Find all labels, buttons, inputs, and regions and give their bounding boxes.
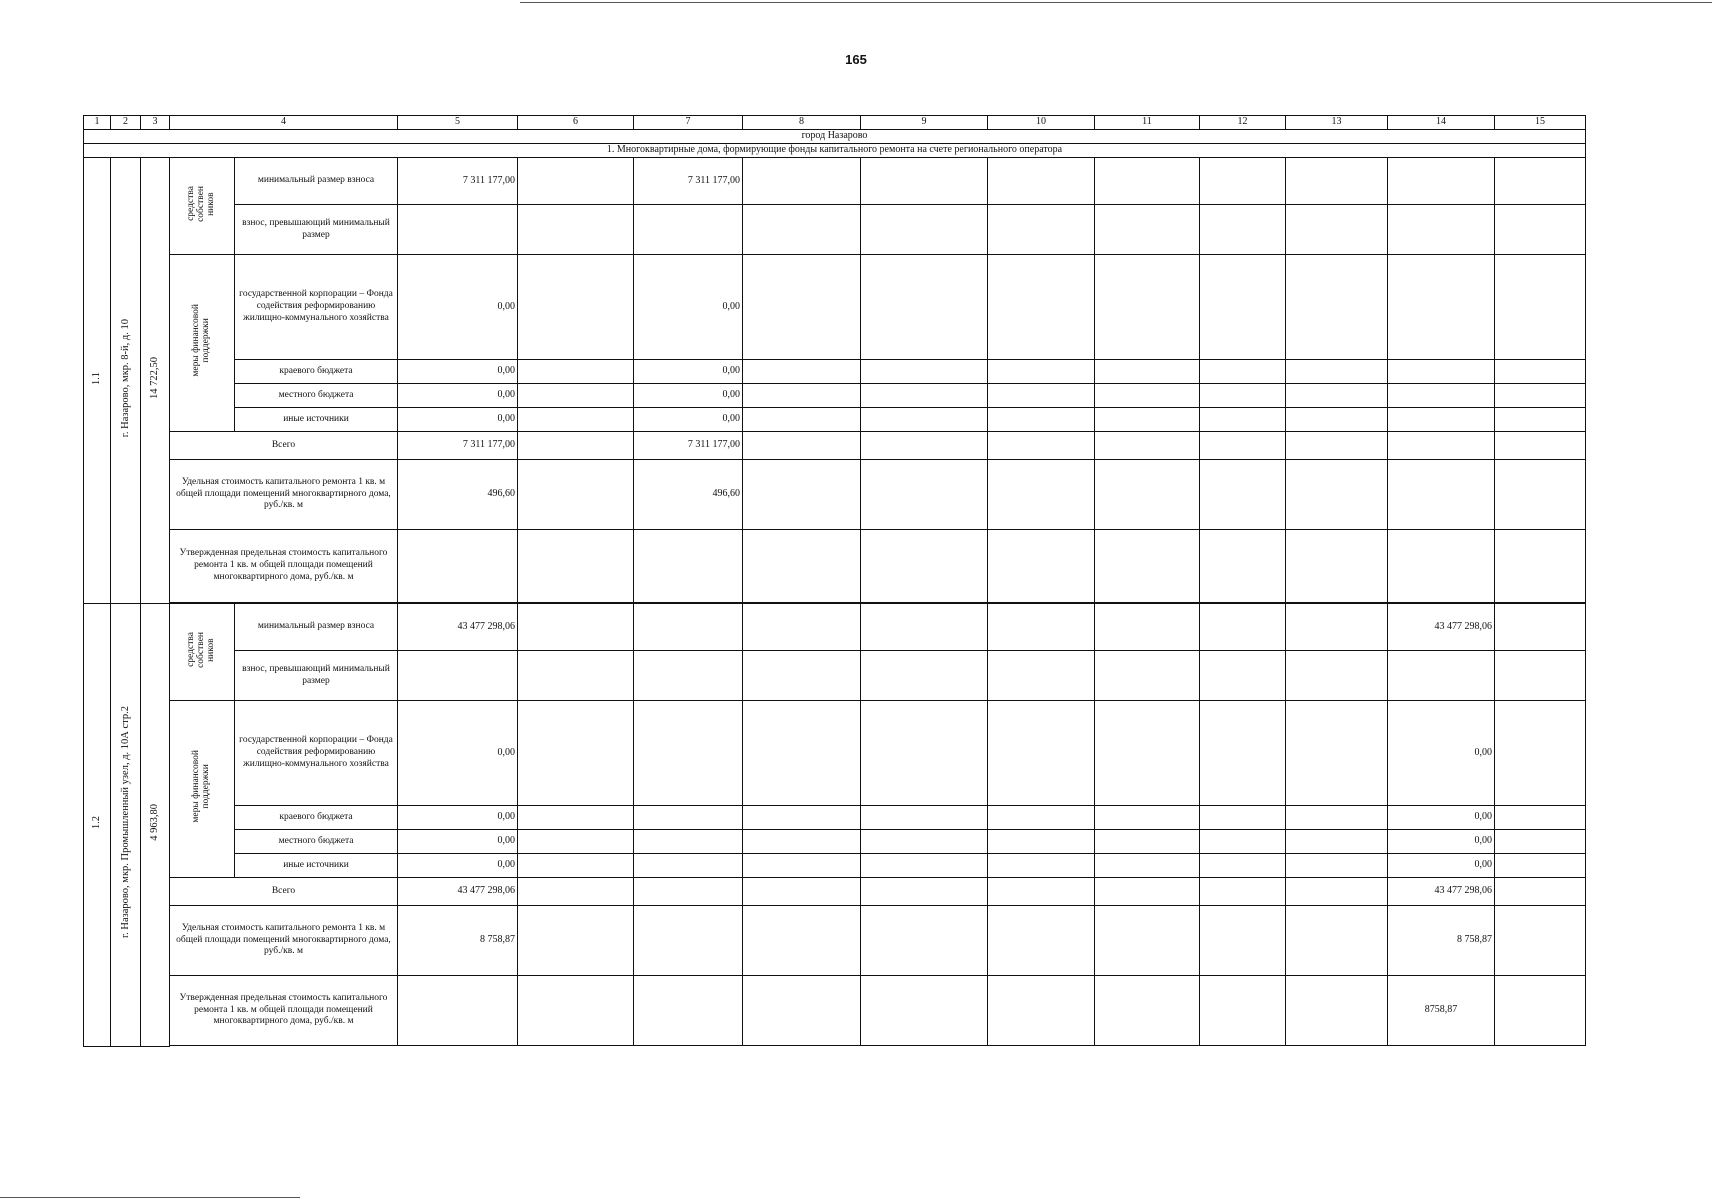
scan-top-line: [520, 2, 1712, 3]
local-budget-label: местного бюджета: [235, 830, 398, 854]
page-number: 165: [845, 52, 867, 67]
limit-cost-label: Утвержденная предельная стоимость капитального ремонта 1 кв. м общей площади помещений многоквартирного дома, руб./кв. м: [170, 530, 398, 603]
state-corp-label: государственной корпорации – Фонда содействия реформированию жилищно-коммунального хозяйства: [235, 255, 398, 360]
state-corp-label: государственной корпорации – Фонда содействия реформированию жилищно-коммунального хозяйства: [235, 701, 398, 806]
column-header: 6: [518, 116, 634, 130]
table-cell: 0,00: [398, 854, 518, 878]
capital-repair-table: [83, 115, 1586, 1047]
table-cell: 43 477 298,06: [398, 604, 518, 651]
table-cell: 0,00: [398, 360, 518, 384]
table-cell: 7 311 177,00: [398, 432, 518, 460]
table-cell: 0,00: [398, 408, 518, 432]
city-row: [84, 130, 1586, 144]
table-row: [84, 878, 1586, 906]
regional-budget-label: краевого бюджета: [235, 806, 398, 830]
table-cell: 0,00: [1388, 854, 1495, 878]
table-cell: 0,00: [398, 384, 518, 408]
record-number: 1.1: [84, 158, 111, 604]
city-title: город Назарово: [84, 130, 1586, 144]
unit-cost-label: Удельная стоимость капитального ремонта 1 кв. м общей площади помещений многоквартирного дома, руб./кв. м: [170, 906, 398, 976]
column-header: 12: [1200, 116, 1286, 130]
table-row: [84, 651, 1586, 701]
table-cell: 0,00: [1388, 701, 1495, 806]
table-row: [84, 205, 1586, 255]
record-address: г. Назарово, мкр. Промышленный узел, д. 10А стр.2: [111, 604, 141, 1047]
total-label: Всего: [170, 878, 398, 906]
owners-funds-label: средства собствен ников: [170, 604, 235, 701]
table-cell: 8 758,87: [398, 906, 518, 976]
owners-funds-label: средства собствен ников: [170, 158, 235, 255]
table-row: [84, 530, 1586, 603]
table-cell: 0,00: [398, 806, 518, 830]
table-cell: 43 477 298,06: [398, 878, 518, 906]
table-cell: 0,00: [634, 384, 743, 408]
table-row: [84, 158, 1586, 205]
table-row: [84, 854, 1586, 878]
table-cell: 43 477 298,06: [1388, 604, 1495, 651]
column-header: 4: [170, 116, 398, 130]
column-number-row: [84, 116, 1586, 130]
column-header: 8: [743, 116, 861, 130]
unit-cost-label: Удельная стоимость капитального ремонта 1 кв. м общей площади помещений многоквартирного дома, руб./кв. м: [170, 460, 398, 530]
table-cell: 43 477 298,06: [1388, 878, 1495, 906]
table-cell: 8758,87: [1388, 976, 1495, 1046]
table-cell: 7 311 177,00: [634, 432, 743, 460]
table-row: [84, 432, 1586, 460]
column-header: 1: [84, 116, 111, 130]
table-cell: 496,60: [398, 460, 518, 530]
other-sources-label: иные источники: [235, 854, 398, 878]
over-min-fee-label: взнос, превышающий минимальный размер: [235, 205, 398, 255]
column-header: 14: [1388, 116, 1495, 130]
column-header: 5: [398, 116, 518, 130]
table-row: [84, 460, 1586, 530]
table-row: [84, 408, 1586, 432]
table-cell: 0,00: [634, 408, 743, 432]
table-row: [84, 906, 1586, 976]
column-header: 11: [1095, 116, 1200, 130]
regional-budget-label: краевого бюджета: [235, 360, 398, 384]
column-header: 15: [1495, 116, 1586, 130]
table-row: [84, 255, 1586, 360]
column-header: 10: [988, 116, 1095, 130]
table-cell: 0,00: [398, 255, 518, 360]
table-row: [84, 806, 1586, 830]
section-row: [84, 144, 1586, 158]
table-cell: 8 758,87: [1388, 906, 1495, 976]
table-cell: 496,60: [634, 460, 743, 530]
table-row: [84, 976, 1586, 1046]
table-cell: 0,00: [1388, 806, 1495, 830]
record-number: 1.2: [84, 604, 111, 1047]
table-cell: 7 311 177,00: [634, 158, 743, 205]
column-header: 13: [1286, 116, 1388, 130]
record-area: 14 722,50: [141, 158, 170, 604]
table-row: [84, 604, 1586, 651]
table-cell: 0,00: [634, 255, 743, 360]
over-min-fee-label: взнос, превышающий минимальный размер: [235, 651, 398, 701]
column-header: 2: [111, 116, 141, 130]
section-title: 1. Многоквартирные дома, формирующие фонды капитального ремонта на счете регионального оператора: [84, 144, 1586, 158]
table-cell: 7 311 177,00: [398, 158, 518, 205]
scan-bottom-line: [0, 1197, 300, 1198]
min-fee-label: минимальный размер взноса: [235, 604, 398, 651]
other-sources-label: иные источники: [235, 408, 398, 432]
support-measures-label: меры финансовой поддержки: [170, 701, 235, 878]
column-header: 7: [634, 116, 743, 130]
local-budget-label: местного бюджета: [235, 384, 398, 408]
record-area: 4 963,80: [141, 604, 170, 1047]
record-address: г. Назарово, мкр. 8-й, д. 10: [111, 158, 141, 604]
table-row: [84, 830, 1586, 854]
table-row: [84, 701, 1586, 806]
total-label: Всего: [170, 432, 398, 460]
table-cell: 0,00: [1388, 830, 1495, 854]
column-header: 3: [141, 116, 170, 130]
table-cell: 0,00: [634, 360, 743, 384]
min-fee-label: минимальный размер взноса: [235, 158, 398, 205]
table-row: [84, 384, 1586, 408]
column-header: 9: [861, 116, 988, 130]
table-row: [84, 360, 1586, 384]
support-measures-label: меры финансовой поддержки: [170, 255, 235, 432]
table-cell: 0,00: [398, 830, 518, 854]
limit-cost-label: Утвержденная предельная стоимость капитального ремонта 1 кв. м общей площади помещений многоквартирного дома, руб./кв. м: [170, 976, 398, 1046]
table-cell: 0,00: [398, 701, 518, 806]
